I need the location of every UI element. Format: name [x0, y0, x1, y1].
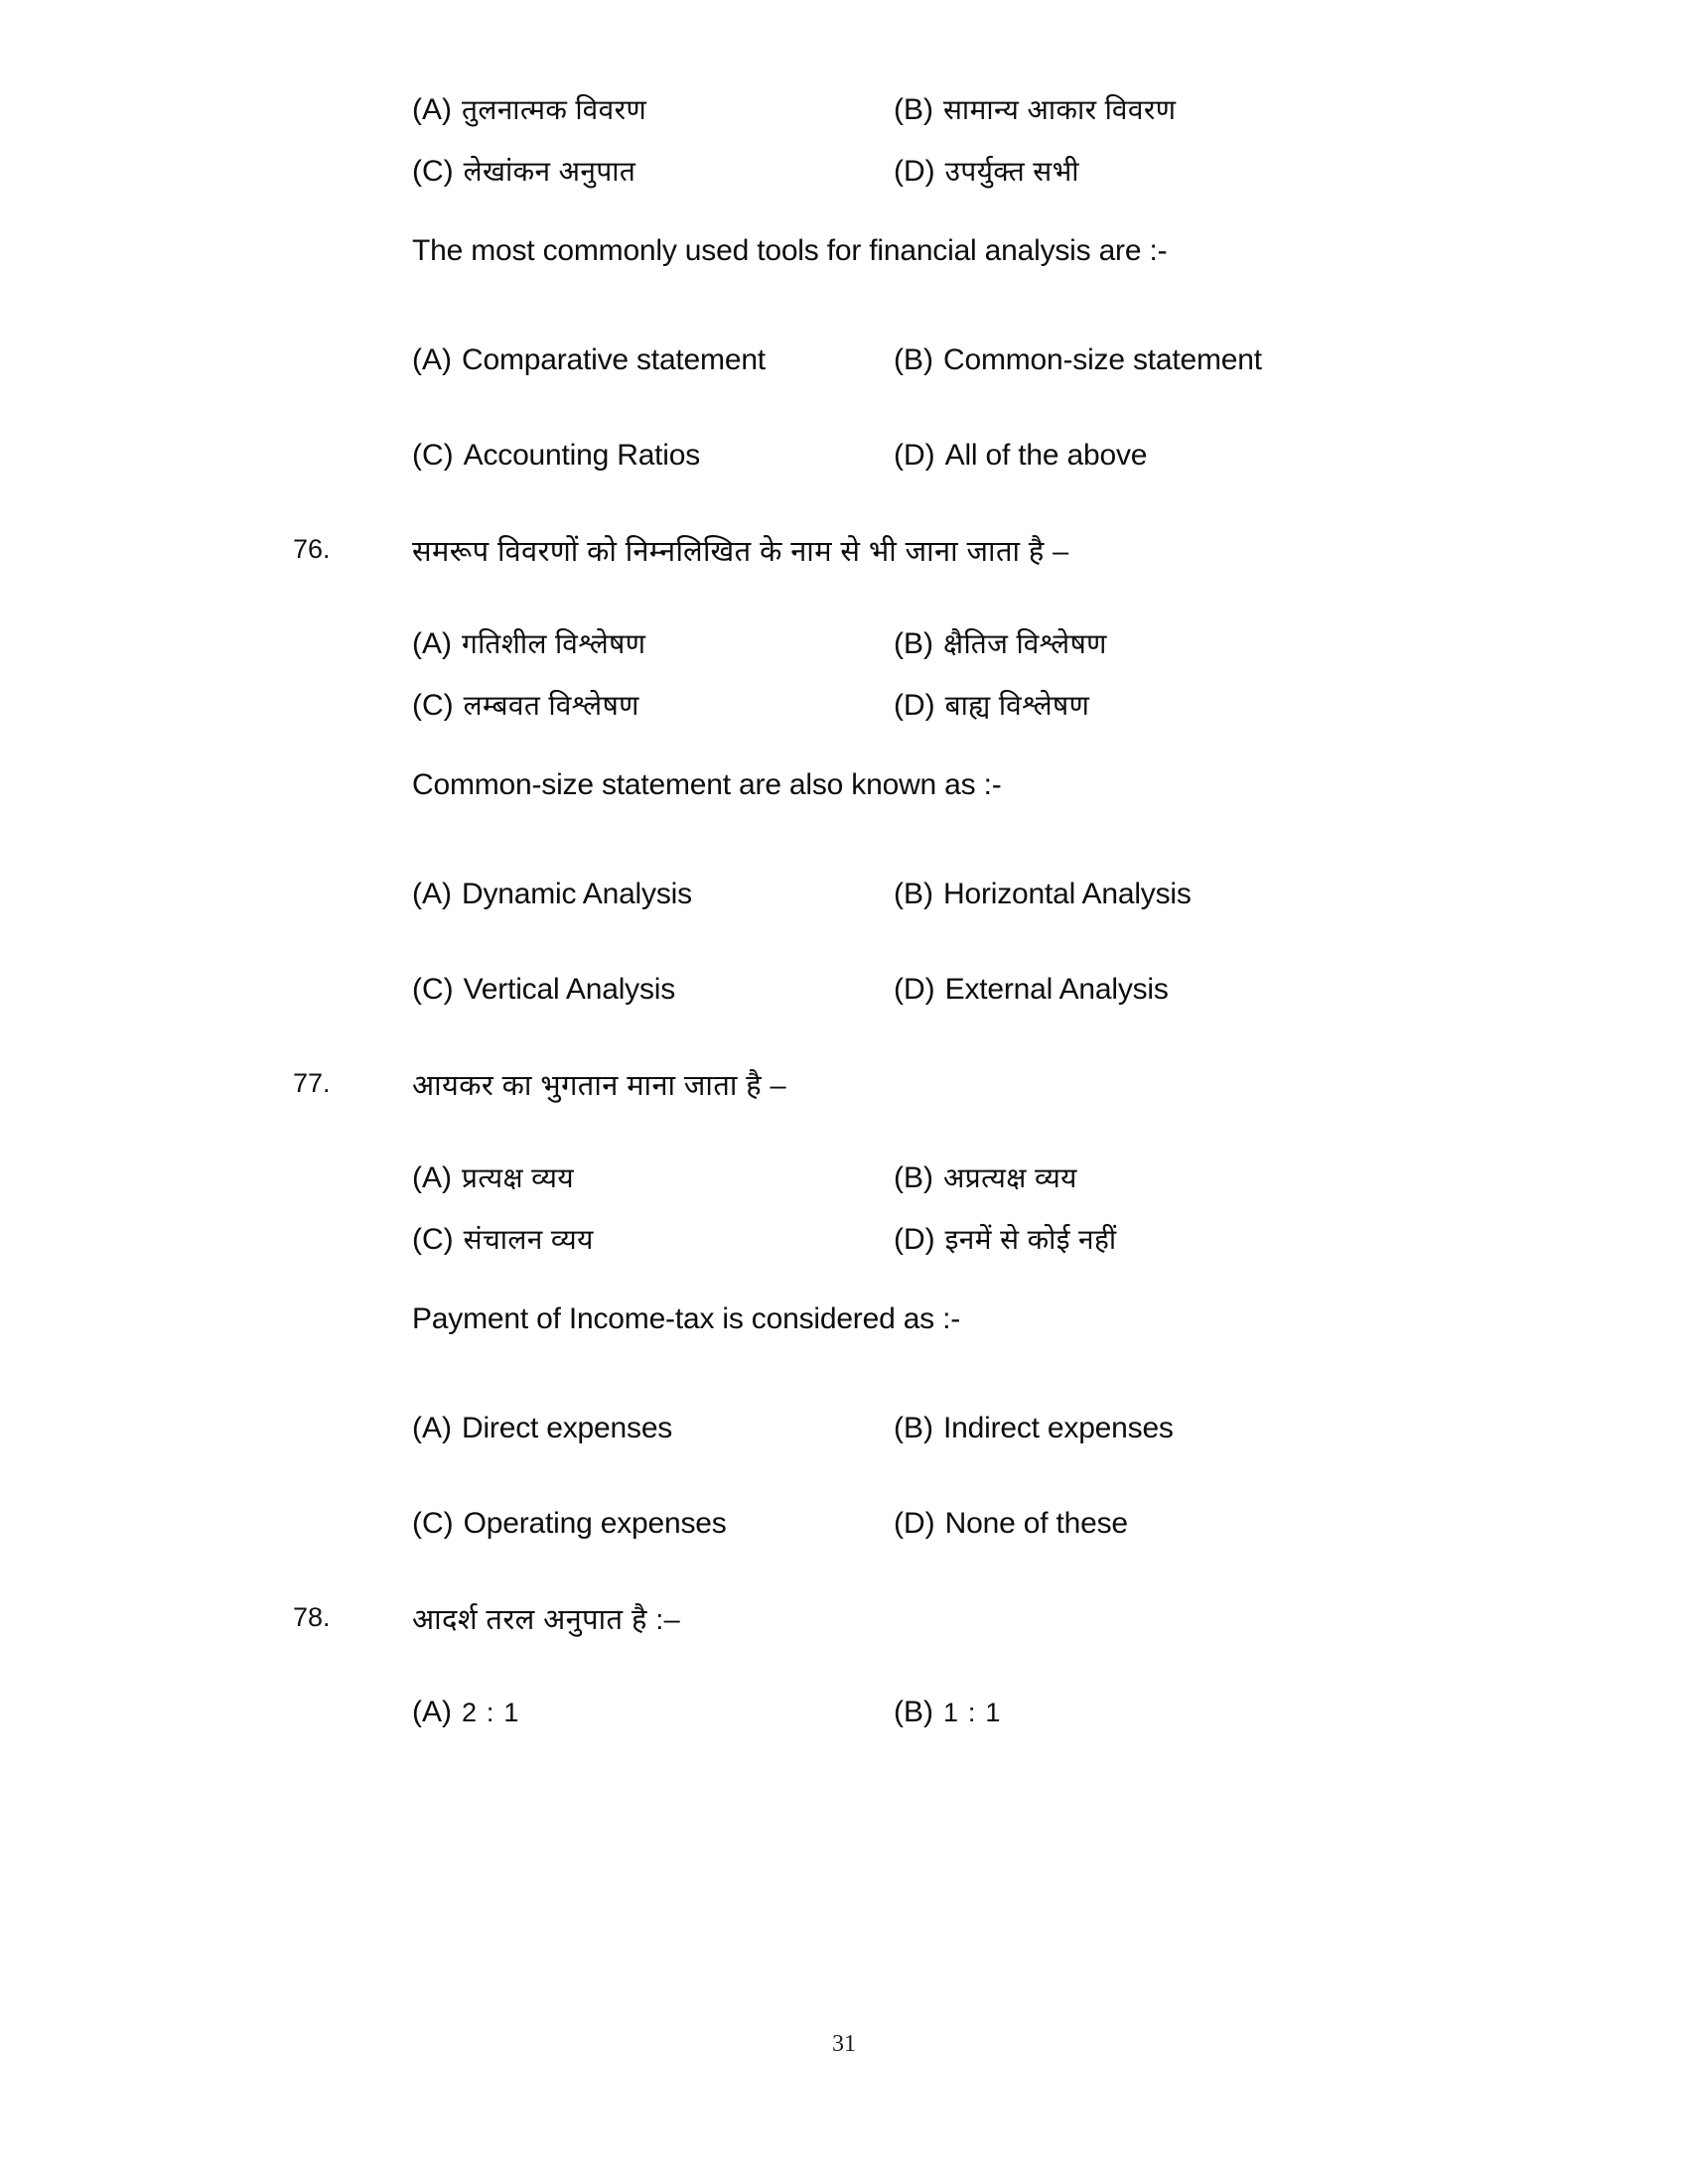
carryover-question-block: [0, 95, 1688, 536]
option-text: लम्बवत विश्लेषण: [463, 690, 639, 722]
option-text: Dynamic Analysis: [462, 877, 692, 910]
option-text: तुलनात्मक विवरण: [462, 94, 647, 125]
option-a[interactable]: [412, 629, 645, 659]
question-english-stem: Common-size statement are also known as :-: [412, 768, 1002, 802]
option-a[interactable]: [412, 877, 692, 910]
question-english-options: [412, 1411, 1688, 1604]
option-text: लेखांकन अनुपात: [463, 156, 636, 187]
carryover-english-options: [412, 342, 1688, 536]
option-text: उपर्युक्त सभी: [944, 156, 1079, 187]
option-text: All of the above: [944, 438, 1148, 472]
option-d[interactable]: [894, 1225, 1117, 1255]
question-english-stem: Payment of Income-tax is considered as :-: [412, 1302, 961, 1336]
page-number: 31: [832, 2031, 856, 2057]
question-76: [0, 533, 1688, 1070]
option-d[interactable]: [894, 438, 1148, 472]
option-label: (A): [412, 342, 452, 376]
question-english-options: [412, 877, 1688, 1070]
option-label: (B): [894, 1696, 933, 1729]
spacer: [0, 802, 1688, 880]
spacer: [0, 1636, 1688, 1698]
option-label: (A): [412, 1161, 452, 1195]
option-label: (A): [412, 877, 452, 910]
option-text: Horizontal Analysis: [943, 877, 1192, 910]
option-text: Direct expenses: [462, 1411, 673, 1444]
option-b[interactable]: [894, 877, 1192, 910]
option-text: None of these: [944, 1506, 1128, 1540]
question-hindi-options: [412, 1163, 1688, 1302]
option-label: (A): [412, 1411, 452, 1444]
option-label: (A): [412, 1696, 452, 1729]
option-label: (C): [412, 438, 454, 472]
question-number: 77.: [293, 1067, 331, 1098]
option-b[interactable]: [894, 1698, 1002, 1727]
option-label: (B): [894, 342, 933, 376]
option-label: (A): [412, 627, 452, 661]
option-text: Operating expenses: [463, 1506, 727, 1540]
option-text: Comparative statement: [462, 342, 766, 376]
question-hindi-stem: आदर्श तरल अनुपात है :–: [412, 1603, 681, 1636]
option-text: Indirect expenses: [943, 1411, 1174, 1444]
option-b[interactable]: [894, 629, 1107, 659]
option-label: (B): [894, 1161, 933, 1195]
option-c[interactable]: [412, 691, 639, 721]
question-number: 76.: [293, 533, 331, 564]
option-label: (D): [894, 438, 935, 472]
option-d[interactable]: [894, 691, 1089, 721]
option-text: 2 : 1: [462, 1698, 520, 1728]
option-label: (D): [894, 155, 935, 188]
option-label: (C): [412, 1506, 454, 1540]
option-label: (B): [894, 877, 933, 910]
carryover-english-stem: The most commonly used tools for financial analysis are :-: [412, 234, 1168, 267]
option-text: इनमें से कोई नहीं: [944, 1224, 1117, 1256]
option-a[interactable]: [412, 95, 646, 125]
option-b[interactable]: [894, 1163, 1077, 1193]
option-label: (D): [894, 1506, 935, 1540]
option-label: (B): [894, 1411, 933, 1444]
option-text: Accounting Ratios: [463, 438, 701, 472]
option-c[interactable]: [412, 438, 701, 472]
question-hindi-stem: समरूप विवरणों को निम्नलिखित के नाम से भी जाना जाता है –: [412, 535, 1069, 568]
option-d[interactable]: [894, 972, 1169, 1006]
carryover-hindi-options: [412, 95, 1688, 234]
option-a[interactable]: [412, 1411, 673, 1444]
option-a[interactable]: [412, 342, 766, 376]
spacer: [0, 1102, 1688, 1163]
option-d[interactable]: [894, 1506, 1128, 1540]
option-text: Common-size statement: [943, 342, 1262, 376]
option-b[interactable]: [894, 95, 1176, 125]
option-text: Vertical Analysis: [463, 972, 676, 1006]
spacer: [0, 1336, 1688, 1414]
option-label: (D): [894, 689, 935, 723]
option-label: (B): [894, 627, 933, 661]
option-text: गतिशील विश्लेषण: [462, 628, 646, 660]
option-text: बाह्य विश्लेषण: [944, 690, 1090, 722]
question-number: 78.: [293, 1601, 331, 1632]
option-b[interactable]: [894, 1411, 1174, 1444]
option-a[interactable]: [412, 1163, 574, 1193]
option-text: सामान्य आकार विवरण: [943, 94, 1177, 125]
option-label: (C): [412, 972, 454, 1006]
option-c[interactable]: [412, 157, 635, 187]
option-label: (C): [412, 689, 454, 723]
option-label: (A): [412, 93, 452, 126]
option-text: संचालन व्यय: [463, 1224, 594, 1256]
option-d[interactable]: [894, 157, 1079, 187]
question-hindi-options: [412, 629, 1688, 768]
option-text: 1 : 1: [943, 1698, 1002, 1728]
option-b[interactable]: [894, 342, 1262, 376]
option-label: (D): [894, 1223, 935, 1257]
spacer: [0, 568, 1688, 629]
question-78: [0, 1601, 1688, 1729]
option-label: (B): [894, 93, 933, 126]
question-hindi-stem: आयकर का भुगतान माना जाता है –: [412, 1069, 787, 1102]
option-text: क्षैतिज विश्लेषण: [943, 628, 1107, 660]
option-c[interactable]: [412, 972, 676, 1006]
option-c[interactable]: [412, 1225, 594, 1255]
spacer: [0, 268, 1688, 345]
option-label: (C): [412, 155, 454, 188]
option-c[interactable]: [412, 1506, 727, 1540]
option-a[interactable]: [412, 1698, 520, 1727]
option-text: अप्रत्यक्ष व्यय: [943, 1162, 1077, 1194]
option-text: External Analysis: [944, 972, 1169, 1006]
option-label: (D): [894, 972, 935, 1006]
question-77: [0, 1067, 1688, 1604]
option-text: प्रत्यक्ष व्यय: [462, 1162, 575, 1194]
option-label: (C): [412, 1223, 454, 1257]
